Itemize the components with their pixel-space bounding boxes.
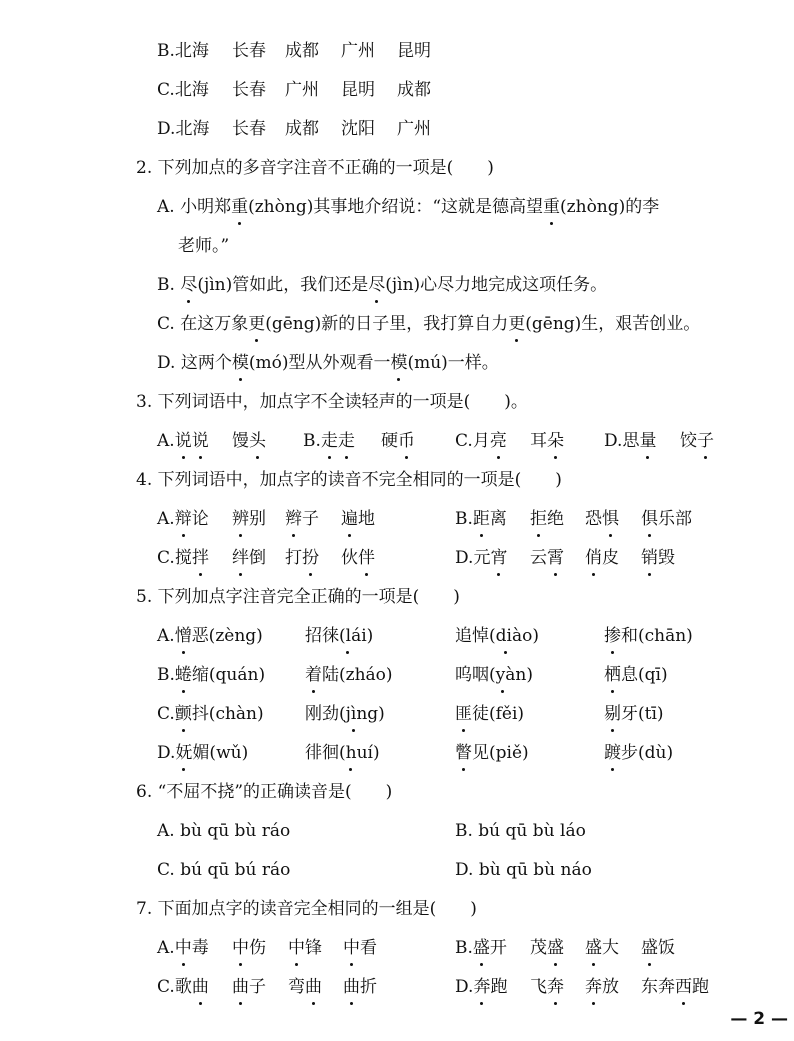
question-4-option-d: D.元宵 [455,548,508,568]
word-cell: 辨别 [232,509,266,529]
question-2-stem: 2. 下列加点的多音字注音不正确的一项是( ) [136,158,494,178]
question-3-option-b-word: 硬币 [381,431,415,451]
option-cell: 成都 [285,41,319,61]
option-cell: 昆明 [341,80,375,100]
question-6-option-b: B. bú qū bù láo [455,821,586,841]
option-b-row: B.北海 [157,41,209,61]
word-cell: 剔牙(tī) [604,704,664,724]
word-cell: 栖息(qī) [604,665,668,685]
question-6-option-a: A. bù qū bù ráo [157,821,291,841]
question-2-option-c: C. 在这万象更(gēng)新的日子里，我打算自力更(gēng)生，艰苦创业。 [157,314,701,334]
word-cell: 东奔西跑 [641,977,709,997]
question-6-option-c: C. bú qū bú ráo [157,860,291,880]
question-3-option-c-word: 耳朵 [530,431,564,451]
question-3-option-a: A.说说 [157,431,209,451]
question-3-option-d-word: 饺子 [680,431,714,451]
question-4-option-c: C.搅拌 [157,548,209,568]
word-cell: 追悼(diào) [455,626,539,646]
word-cell: 辫子 [285,509,319,529]
option-cell: 长春 [232,80,266,100]
word-cell: 瞥见(piě) [455,743,529,763]
word-cell: 着陆(zháo) [305,665,393,685]
option-cell: 广州 [397,119,431,139]
word-cell: 踱步(dù) [604,743,674,763]
question-6-option-d: D. bù qū bù náo [455,860,592,880]
word-cell: 盛大 [585,938,619,958]
word-cell: 俱乐部 [641,509,692,529]
word-cell: 曲折 [343,977,377,997]
question-3-option-a-word: 馒头 [232,431,266,451]
word-cell: 弯曲 [288,977,322,997]
word-cell: 飞奔 [530,977,564,997]
word-cell: 盛饭 [641,938,675,958]
word-cell: 云霄 [530,548,564,568]
option-cell: 沈阳 [341,119,375,139]
word-cell: 掺和(chān) [604,626,693,646]
word-cell: 伙伴 [341,548,375,568]
question-7-option-a: A.中毒 [157,938,209,958]
word-cell: 徘徊(huí) [305,743,380,763]
question-5-option-b: B.蜷缩(quán) [157,665,266,685]
word-cell: 招徕(lái) [305,626,374,646]
question-7-option-b: B.盛开 [455,938,507,958]
question-4-option-b: B.距离 [455,509,507,529]
word-cell: 曲子 [232,977,266,997]
question-4-stem: 4. 下列词语中，加点字的读音不完全相同的一项是( ) [136,470,562,490]
word-cell: 恐惧 [585,509,619,529]
word-cell: 匪徒(fěi) [455,704,525,724]
word-cell: 茂盛 [530,938,564,958]
option-cell: 成都 [397,80,431,100]
option-cell: 广州 [341,41,375,61]
question-5-option-c: C.颤抖(chàn) [157,704,264,724]
word-cell: 绊倒 [232,548,266,568]
option-cell: 广州 [285,80,319,100]
question-2-option-b: B. 尽(jìn)管如此，我们还是尽(jìn)心尽力地完成这项任务。 [157,275,608,295]
word-cell: 打扮 [285,548,319,568]
word-cell: 拒绝 [530,509,564,529]
question-3-option-c: C.月亮 [455,431,507,451]
question-3-option-b: B.走走 [303,431,355,451]
question-6-stem: 6. “不屈不挠”的正确读音是( ) [136,782,393,802]
question-3-stem: 3. 下列词语中，加点字不全读轻声的一项是( )。 [136,392,528,412]
page-number: — 2 — [730,1009,788,1029]
option-cell: 长春 [232,119,266,139]
word-cell: 中锋 [288,938,322,958]
question-4-option-a: A.辩论 [157,509,209,529]
option-d-row: D.北海 [157,119,210,139]
question-5-stem: 5. 下列加点字注音完全正确的一项是( ) [136,587,460,607]
word-cell: 俏皮 [585,548,619,568]
word-cell: 遍地 [341,509,375,529]
question-3-option-d: D.思量 [604,431,657,451]
word-cell: 呜咽(yàn) [455,665,533,685]
option-cell: 成都 [285,119,319,139]
question-7-option-d: D.奔跑 [455,977,508,997]
word-cell: 奔放 [585,977,619,997]
option-cell: 长春 [232,41,266,61]
question-2-option-a: A. 小明郑重(zhòng)其事地介绍说：“这就是德高望重(zhòng)的李 [157,197,660,217]
question-5-option-d: D.妩媚(wǔ) [157,743,249,763]
word-cell: 中伤 [232,938,266,958]
word-cell: 销毁 [641,548,675,568]
option-cell: 昆明 [397,41,431,61]
question-7-stem: 7. 下面加点字的读音完全相同的一组是( ) [136,899,477,919]
word-cell: 刚劲(jìng) [305,704,385,724]
question-7-option-c: C.歌曲 [157,977,209,997]
question-2-option-d: D. 这两个模(mó)型从外观看一模(mú)一样。 [157,353,499,373]
word-cell: 中看 [343,938,377,958]
question-2-option-a-cont: 老师。” [178,236,230,256]
question-5-option-a: A.憎恶(zèng) [157,626,263,646]
option-c-row: C.北海 [157,80,209,100]
